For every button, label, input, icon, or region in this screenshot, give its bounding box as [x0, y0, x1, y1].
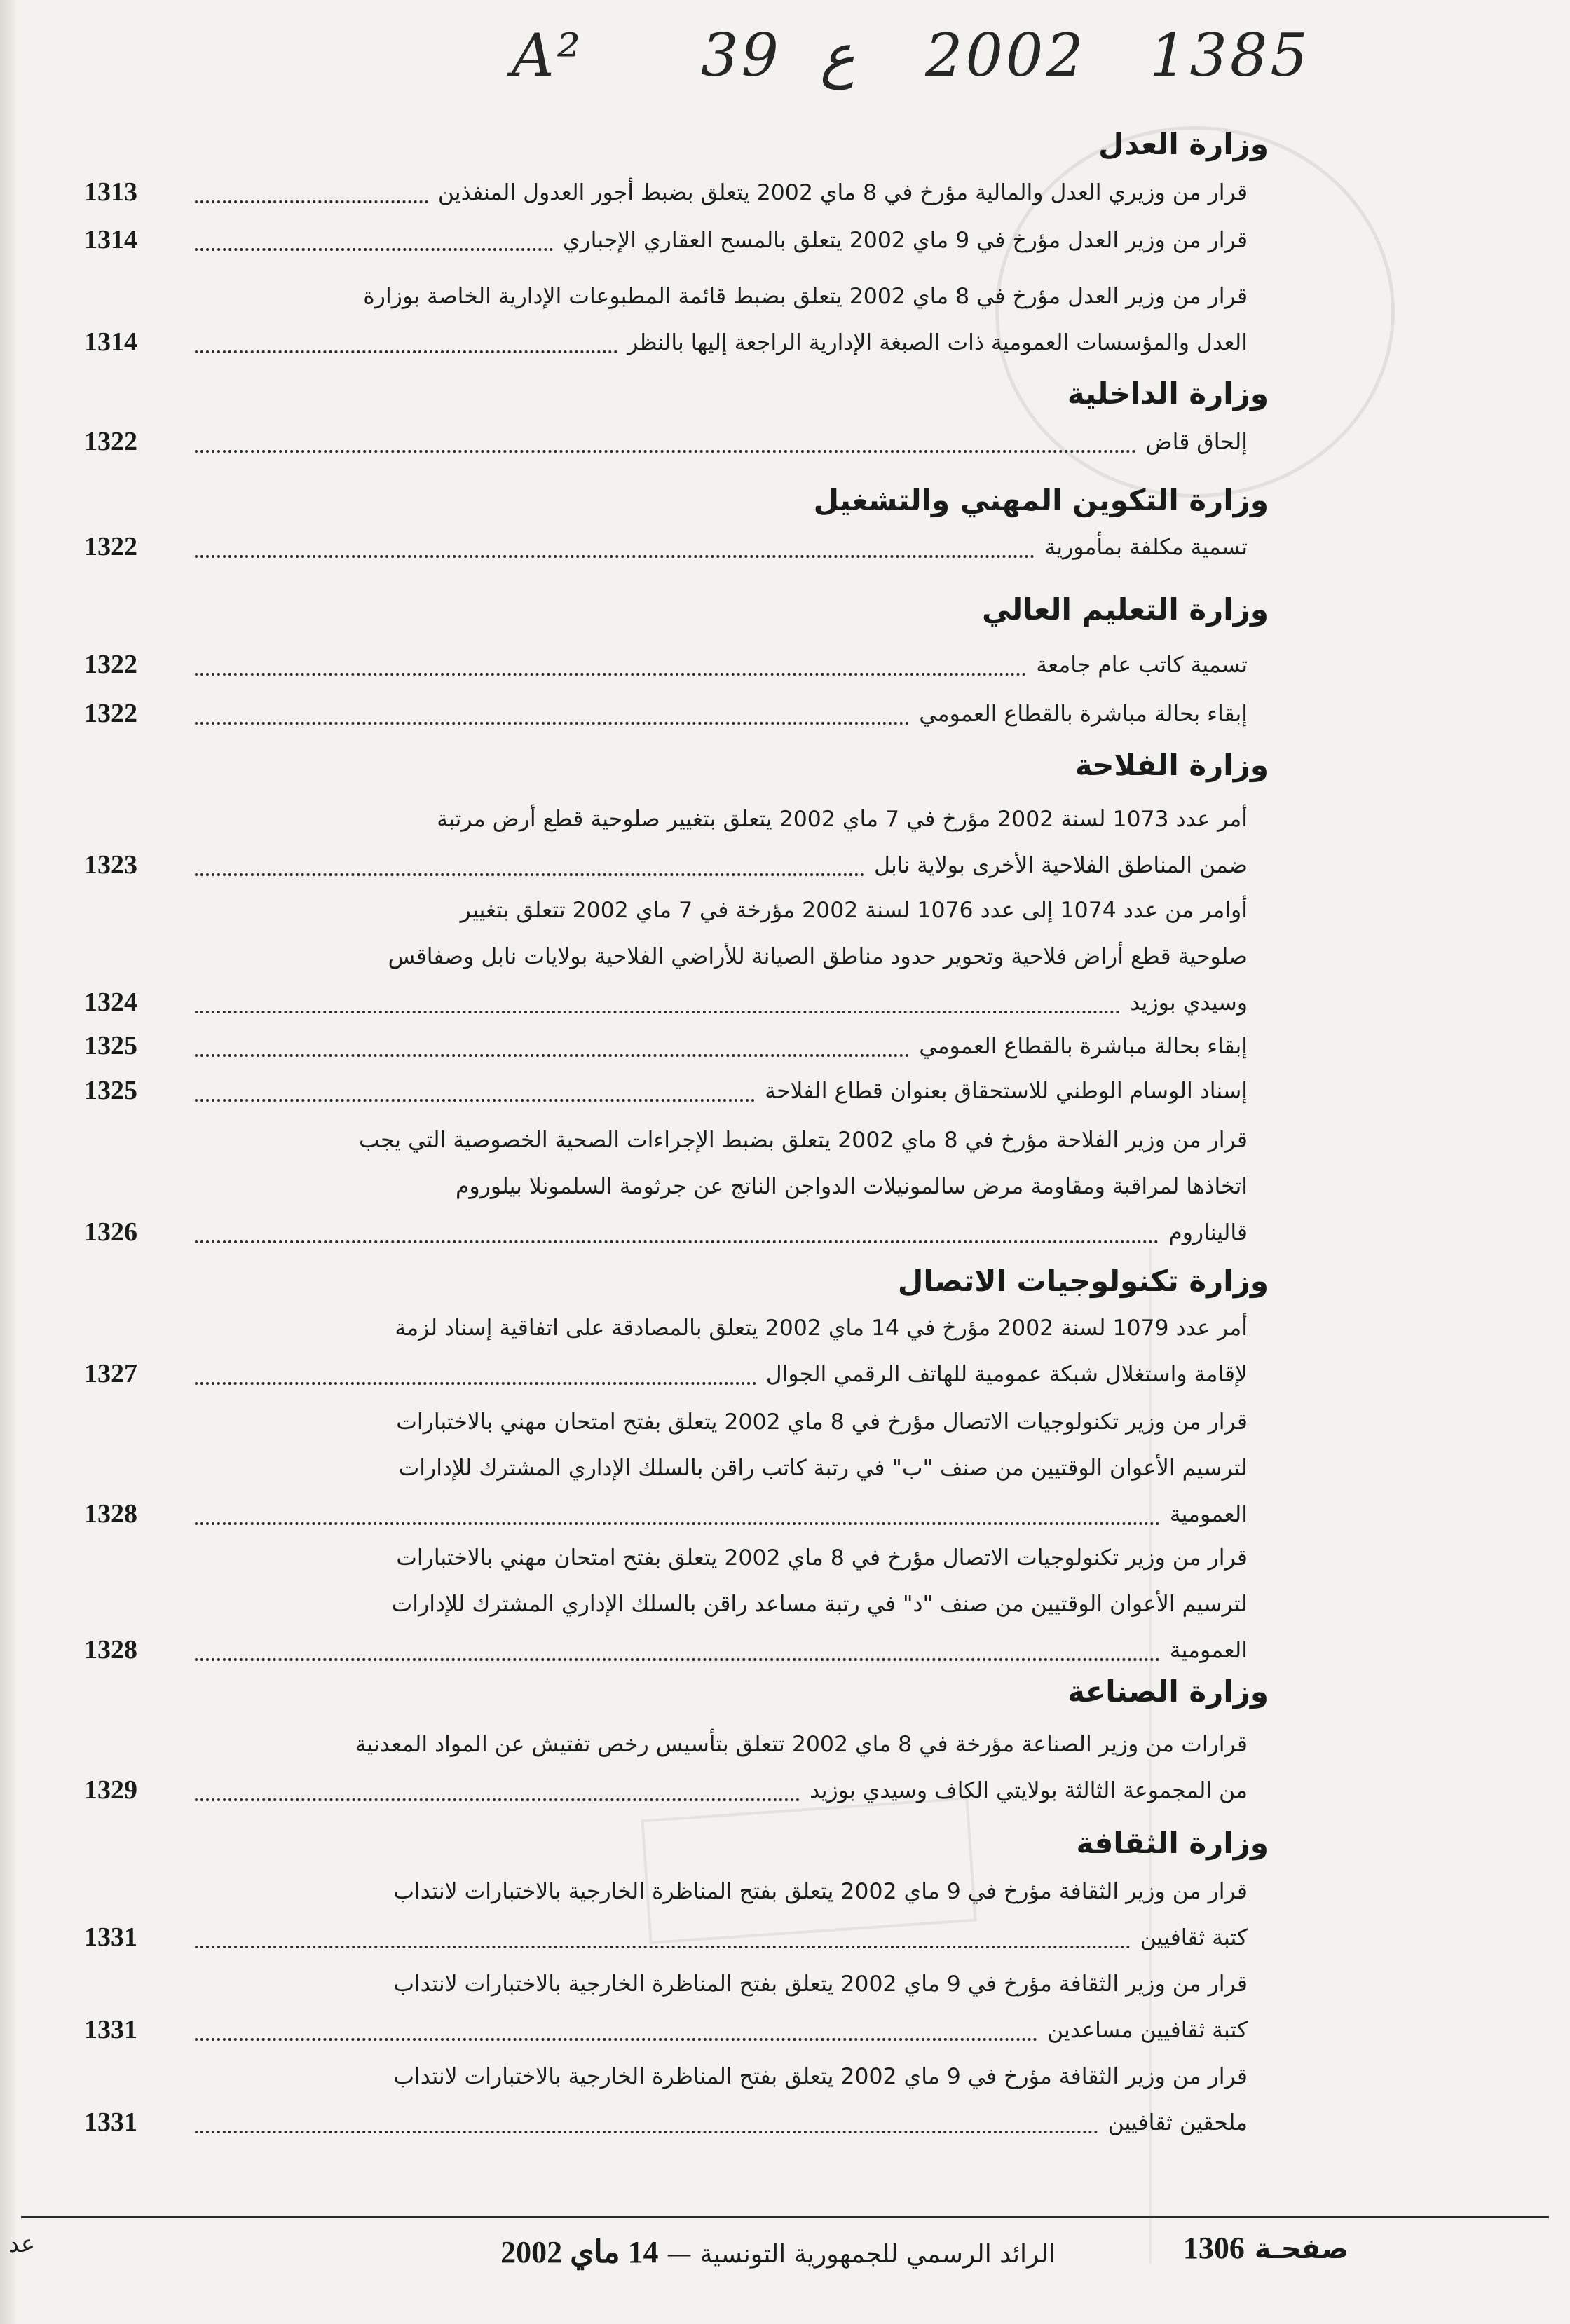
toc-entry-line: من المجموعة الثالثة بولايتي الكاف وسيدي بوزيد [810, 1778, 1248, 1803]
toc-entry-line: قرارات من وزير الصناعة مؤرخة في 8 ماي 2002 تتعلق بتأسيس رخص تفتيش عن المواد المعدنية [355, 1732, 1248, 1757]
toc-entry-line: العمومية [1169, 1638, 1248, 1663]
page-edge [0, 0, 15, 2324]
toc-entry-line: لترسيم الأعوان الوقتيين من صنف "د" في رتبة مساعد راقن بالسلك الإداري المشترك للإدارات [391, 1592, 1248, 1617]
dot-leader [195, 722, 909, 725]
dot-leader [195, 1240, 1159, 1243]
dot-leader [195, 1798, 800, 1801]
toc-entry-line: وسيدي بوزيد [1130, 990, 1248, 1016]
toc-entry-line: قرار من وزير الثقافة مؤرخ في 9 ماي 2002 يتعلق بفتح المناظرة الخارجية بالاختبارات لانتداب [393, 2064, 1248, 2089]
toc-entry-line: تسمية مكلفة بمأمورية [1044, 535, 1248, 560]
toc-entry-line: إبقاء بحالة مباشرة بالقطاع العمومي [919, 702, 1248, 727]
toc-page-number: 1331 [84, 2107, 137, 2137]
dot-leader [195, 555, 1035, 558]
toc-page-number: 1322 [84, 699, 137, 728]
toc-page-number: 1322 [84, 650, 137, 679]
section-title: وزارة العدل [1098, 127, 1269, 161]
toc-page-number: 1331 [84, 1922, 137, 1952]
toc-entry [184, 1399, 1248, 1538]
toc-entry [184, 217, 1248, 264]
section-title: وزارة الصناعة [1067, 1674, 1269, 1709]
toc-entry [184, 524, 1248, 570]
toc-entry-line: إبقاء بحالة مباشرة بالقطاع العمومي [919, 1034, 1248, 1059]
toc-page-number: 1323 [84, 850, 137, 880]
handwritten-series: A² [512, 21, 584, 90]
toc-entry-line: لترسيم الأعوان الوقتيين من صنف "ب" في رتبة كاتب راقن بالسلك الإداري المشترك للإدارات [398, 1456, 1248, 1481]
dot-leader [195, 1946, 1131, 1948]
footer-journal-name: الرائد الرسمي للجمهورية التونسية — [666, 2240, 1056, 2269]
toc-entry-line: قرار من وزير الثقافة مؤرخ في 9 ماي 2002 يتعلق بفتح المناظرة الخارجية بالاختبارات لانتداب [393, 1879, 1248, 1904]
dot-leader [195, 1658, 1160, 1661]
toc-entry [184, 419, 1248, 465]
footer-page-label: صفحـة [1254, 2233, 1349, 2265]
toc-entry-line: قرار من وزير الثقافة مؤرخ في 9 ماي 2002 يتعلق بفتح المناظرة الخارجية بالاختبارات لانتداب [393, 1971, 1248, 1997]
toc-entry [184, 1117, 1248, 1256]
toc-page-number: 1325 [84, 1076, 137, 1105]
dot-leader [195, 248, 553, 251]
toc-page-number: 1328 [84, 1499, 137, 1529]
dot-leader [195, 2038, 1037, 2041]
toc-page-number: 1314 [84, 327, 137, 357]
toc-page-number: 1313 [84, 177, 137, 207]
section-title: وزارة التعليم العالي [981, 592, 1269, 627]
section-title: وزارة الداخلية [1067, 376, 1269, 411]
footer-journal-title [392, 2234, 1163, 2270]
dot-leader [195, 2131, 1098, 2133]
footer-page-number: 1306 [1182, 2231, 1245, 2265]
toc-entry-line: إسناد الوسام الوطني للاستحقاق بعنوان قطاع الفلاحة [765, 1079, 1248, 1104]
toc-entry-line: قرار من وزير العدل مؤرخ في 8 ماي 2002 يتعلق بضبط قائمة المطبوعات الإدارية الخاصة بوزارة [363, 284, 1248, 309]
section-title: وزارة تكنولوجيات الاتصال [897, 1264, 1269, 1298]
dot-leader [195, 1099, 755, 1102]
dot-leader [195, 1011, 1120, 1013]
toc-entry-line: العمومية [1169, 1502, 1248, 1527]
toc-page-number: 1322 [84, 427, 137, 456]
toc-entry-line: قرار من وزير العدل مؤرخ في 9 ماي 2002 يتعلق بالمسح العقاري الإجباري [562, 228, 1248, 253]
handwritten-number: 1385 [1149, 21, 1311, 90]
toc-entry [184, 887, 1248, 1026]
section-title: وزارة التكوين المهني والتشغيل [813, 483, 1269, 517]
dot-leader [195, 1382, 756, 1385]
toc-entry-line: اتخاذها لمراقبة ومقاومة مرض سالمونيلات الدواجن الناتج عن جرثومة السلمونلا بيلوروم [455, 1174, 1248, 1199]
toc-entry-line: إلحاق قاض [1145, 430, 1248, 455]
handwritten-issue: 39 [701, 21, 781, 90]
handwritten-annotation [491, 21, 1332, 105]
footer-page [1183, 2230, 1349, 2266]
toc-entry [184, 1068, 1248, 1114]
toc-entry-line: قاليناروم [1168, 1220, 1248, 1245]
toc-entry [184, 642, 1248, 688]
footer-cut-text: عد [8, 2230, 36, 2258]
toc-entry-line: قرار من وزير تكنولوجيات الاتصال مؤرخ في 8 ماي 2002 يتعلق بفتح امتحان مهني بالاختبارات [396, 1409, 1248, 1435]
toc-page-number: 1329 [84, 1775, 137, 1805]
toc-entry-line: كتبة ثقافيين [1140, 1925, 1248, 1950]
toc-entry-line: قرار من وزير الفلاحة مؤرخ في 8 ماي 2002 يتعلق بضبط الإجراءات الصحية الخصوصية التي يجب [359, 1128, 1248, 1153]
dot-leader [195, 450, 1136, 453]
toc-page-number: 1325 [84, 1031, 137, 1060]
toc-page-number: 1322 [84, 532, 137, 561]
handwritten-year: 2002 [925, 21, 1086, 90]
toc-entry [184, 1023, 1248, 1069]
dot-leader [195, 673, 1026, 676]
toc-entry-line: قرار من وزير تكنولوجيات الاتصال مؤرخ في 8 ماي 2002 يتعلق بفتح امتحان مهني بالاختبارات [396, 1545, 1248, 1571]
toc-page-number: 1328 [84, 1635, 137, 1665]
dot-leader [195, 1522, 1160, 1525]
toc-entry-line: لإقامة واستغلال شبكة عمومية للهاتف الرقمي الجوال [765, 1362, 1248, 1387]
toc-entry-line: أمر عدد 1079 لسنة 2002 مؤرخ في 14 ماي 2002 يتعلق بالمصادقة على اتفاقية إسناد لزمة [395, 1315, 1248, 1341]
section-title: وزارة الثقافة [1076, 1826, 1269, 1860]
footer-rule [21, 2216, 1549, 2218]
toc-entry-line: أمر عدد 1073 لسنة 2002 مؤرخ في 7 ماي 2002 يتعلق بتغيير صلوحية قطع أرض مرتبة [437, 807, 1248, 832]
toc-page-number: 1326 [84, 1217, 137, 1247]
toc-page-number: 1314 [84, 225, 137, 254]
dot-leader [195, 350, 617, 353]
toc-entry-line: تسمية كاتب عام جامعة [1036, 652, 1248, 678]
dot-leader [195, 200, 428, 203]
toc-entry-line: ملحقين ثقافيين [1107, 2110, 1248, 2135]
toc-entry-line: العدل والمؤسسات العمومية ذات الصبغة الإدارية الراجعة إليها بالنظر [627, 330, 1248, 355]
toc-entry-line: أوامر من عدد 1074 إلى عدد 1076 لسنة 2002 مؤرخة في 7 ماي 2002 تتعلق بتغيير [460, 898, 1248, 923]
toc-entry-line: كتبة ثقافيين مساعدين [1047, 2018, 1248, 2043]
section-title: وزارة الفلاحة [1074, 748, 1269, 782]
toc-page-number: 1331 [84, 2015, 137, 2044]
footer-date: 14 ماي 2002 [500, 2235, 659, 2269]
toc-entry [184, 1535, 1248, 1674]
toc-entry-line: ضمن المناطق الفلاحية الأخرى بولاية نابل [874, 853, 1248, 878]
toc-entry [184, 691, 1248, 737]
dot-leader [195, 1054, 909, 1057]
toc-page-number: 1327 [84, 1359, 137, 1388]
toc-entry [184, 170, 1248, 216]
dot-leader [195, 873, 864, 876]
toc-page-number: 1324 [84, 987, 137, 1017]
handwritten-ain: ع [820, 21, 856, 90]
toc-entry-line: صلوحية قطع أراض فلاحية وتحوير حدود مناطق الصيانة للأراضي الفلاحية بولايات نابل وصفاقس [388, 944, 1248, 969]
toc-entry-line: قرار من وزيري العدل والمالية مؤرخ في 8 ماي 2002 يتعلق بضبط أجور العدول المنفذين [437, 180, 1248, 205]
